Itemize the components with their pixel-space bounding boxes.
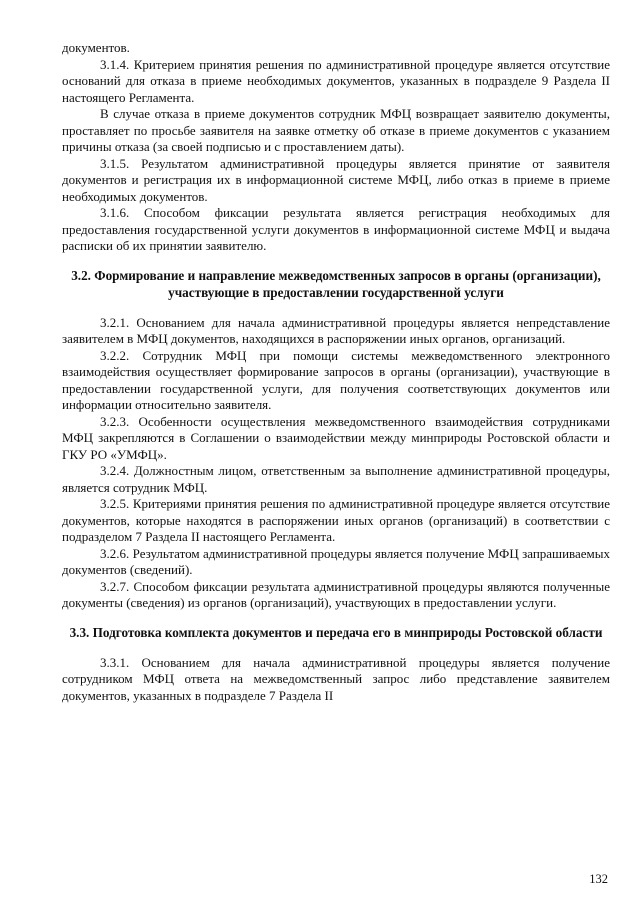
paragraph-3-2-5: 3.2.5. Критериями принятия решения по административной процедуре является отсутствие документов, которые находятся в распоряжении иных органов (организаций) в соответствии с подразделом 7 Раздела II настоящего Регламента. [62,496,610,544]
section-heading-3-3: 3.3. Подготовка комплекта документов и передача его в минприроды Ростовской области [69,624,603,640]
section-heading-3-2: 3.2. Формирование и направление межведомственных запросов в органы (организации), участвующие в предоставлении государственной услуги [71,267,601,300]
page-number: 132 [589,872,608,886]
paragraph-3-2-2: 3.2.2. Сотрудник МФЦ при помощи системы межведомственного электронного взаимодействия осуществляет формирование запросов в органы (организации), участвующие в предоставлении государственной услуги, для получения соответствующих документов или информации относительно заявителя. [62,347,610,412]
paragraph-refusal: В случае отказа в приеме документов сотрудник МФЦ возвращает заявителю документы, проставляет по просьбе заявителя на заявке отметку об отказе в приеме документов с указанием причины отказа (за своей подписью и с проставлением даты). [62,106,610,154]
paragraph-3-2-1: 3.2.1. Основанием для начала административной процедуры является непредставление заявителем в МФЦ документов, находящихся в распоряжении иных органов, организаций. [62,314,610,346]
paragraph-3-2-7: 3.2.7. Способом фиксации результата административной процедуры являются полученные документы (сведения) из органов (организаций), участвующих в предоставлении услуги. [62,578,610,610]
paragraph-3-1-4: 3.1.4. Критерием принятия решения по административной процедуре является отсутствие оснований для отказа в приеме необходимых документов, указанных в подразделе 9 Раздела II настоящего Регламента. [62,56,610,105]
paragraph-3-2-4: 3.2.4. Должностным лицом, ответственным за выполнение административной процедуры, является сотрудник МФЦ. [62,463,610,495]
paragraph-3-2-6: 3.2.6. Результатом административной процедуры является получение МФЦ запрашиваемых документов (сведений). [62,545,610,577]
paragraph: документов. [62,40,130,55]
paragraph-3-1-6: 3.1.6. Способом фиксации результата является регистрация необходимых для предоставления государственной услуги документов в информационной системе МФЦ и выдача расписки об их принятии заявителю. [62,205,610,253]
document-body [62,40,610,704]
paragraph-3-2-3: 3.2.3. Особенности осуществления межведомственного взаимодействия сотрудниками МФЦ закрепляются в Соглашении о взаимодействии между минприроды Ростовской области и ГКУ РО «УМФЦ». [62,413,610,462]
paragraph-3-3-1: 3.3.1. Основанием для начала административной процедуры является получение сотрудником МФЦ ответа на межведомственный запрос либо представление заявителем документов, указанных в подразделе 7 Раздела II [62,654,610,703]
paragraph-3-1-5: 3.1.5. Результатом административной процедуры является принятие от заявителя документов и регистрация их в информационной системе МФЦ, либо отказ в приеме в приеме необходимых документов. [62,155,610,204]
